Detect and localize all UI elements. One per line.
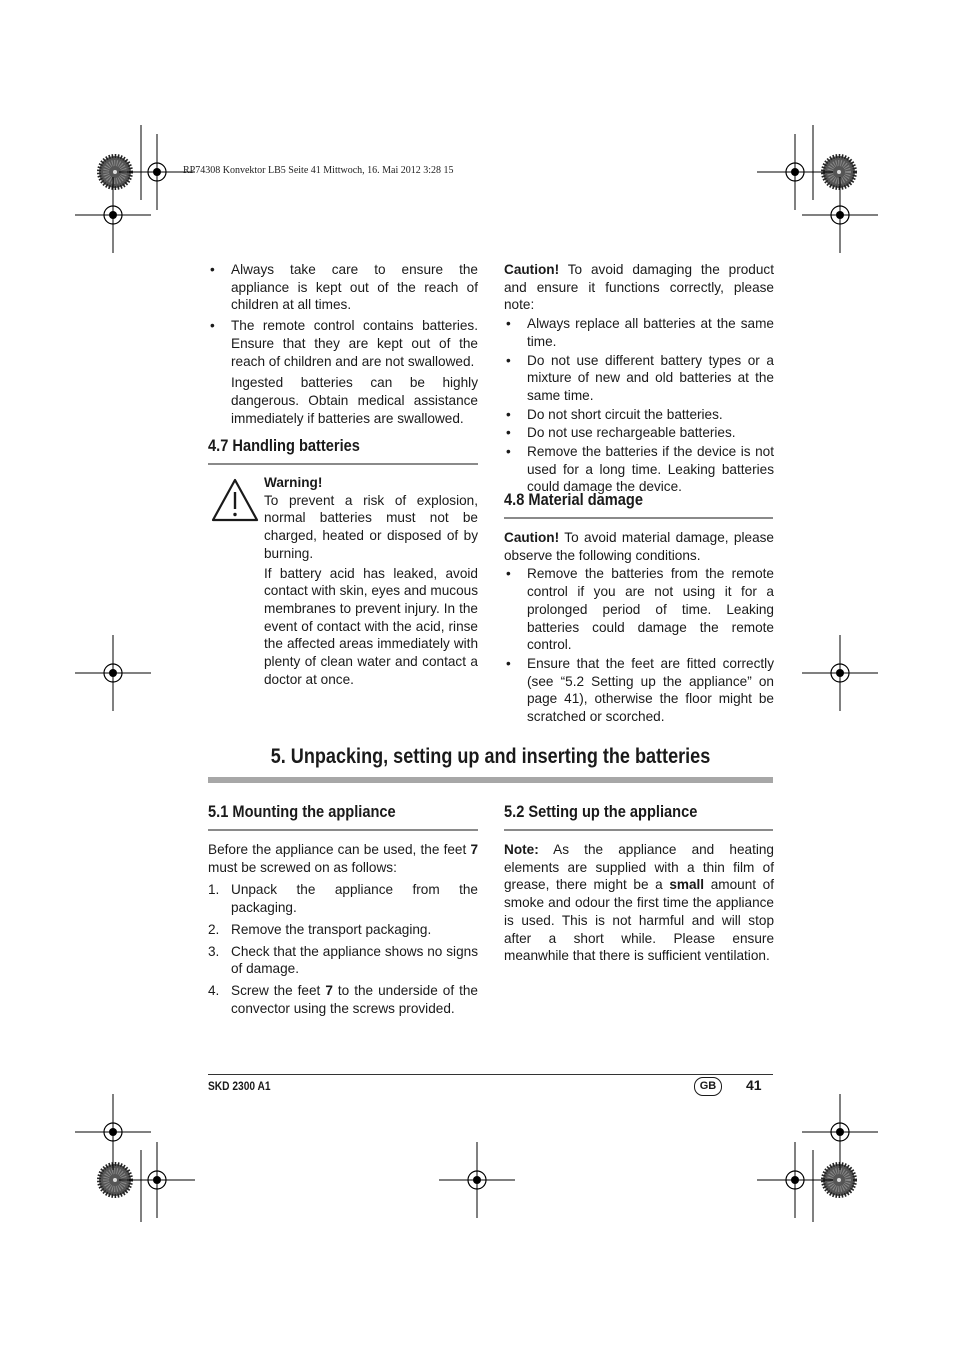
warning-label: Warning! [264,475,323,490]
section-heading-5-2: 5.2 Setting up the appliance [504,802,698,821]
heading-rule [504,517,773,519]
footer-rule [208,1074,773,1075]
print-header: RP74308 Konvektor LB5 Seite 41 Mittwoch, 16. Mai 2012 3:28 15 [183,165,454,176]
right-column-top [504,261,774,496]
heading-rule [208,829,478,831]
section-heading-5-1: 5.1 Mounting the appliance [208,802,396,821]
list-item: • Remove the batteries from the remote control if you are not using it for a prolonged period of time. Leaking batteries could damage the remote control. [504,565,774,654]
caution-paragraph: Caution! To avoid damaging the product and ensure it functions correctly, please note: [504,262,774,313]
chapter-heading: 5. Unpacking, setting up and inserting the batteries [270,745,711,768]
warning-block [264,474,478,688]
footer-model: SKD 2300 A1 [208,1079,271,1093]
section-heading-4-7: 4.7 Handling batteries [208,436,360,455]
list-item: 3. Check that the appliance shows no signs of damage. [208,943,478,977]
list-item: • Remove the batteries if the device is not used for a long time. Leaking batteries could damage the device. [504,443,774,496]
page-number: 41 [746,1077,762,1093]
chapter-rule [208,777,773,783]
list-item: • Always take care to ensure the appliance is kept out of the reach of children at all times. [208,261,478,314]
heading-rule [504,829,773,831]
list-item: 2. Remove the transport packaging. [208,921,432,937]
list-item: • Ensure that the feet are fitted correctly (see “5.2 Setting up the appliance” on page 41), otherwise the floor might be scratched or scorched. [504,655,774,726]
section-heading-4-8: 4.8 Material damage [504,490,643,509]
list-item: • The remote control contains batteries. Ensure that they are kept out of the reach of children and are not swallowed. [208,317,478,370]
country-badge: GB [694,1077,722,1096]
list-item: • Always replace all batteries at the same time. [504,315,774,350]
heading-rule [208,463,478,465]
list-item: 4. Screw the feet 7 to the underside of the convector using the screws provided. [208,982,478,1016]
caution-paragraph: Caution! To avoid material damage, please observe the following conditions. [504,530,774,563]
list-item: • Do not short circuit the batteries. [504,406,774,424]
list-item: • Do not use different battery types or a mixture of new and old batteries at the same time. [504,352,774,405]
warning-text: If battery acid has leaked, avoid contact with skin, eyes and mucous membranes to prevent injury. In the event of contact with the acid, rinse the affected areas immediately with plenty of clean water and contact a doctor at once. [264,565,478,687]
warning-icon [210,477,260,528]
section-5-1-body [208,841,478,1017]
note-paragraph: Note: As the appliance and heating elements are supplied with a thin film of grease, there might be a small amount of smoke and odour the first time the appliance is used. This is not harmful and will stop after a short while. Please ensure meanwhile that there is sufficient ventilation. [504,842,774,964]
warning-text: To prevent a risk of explosion, normal batteries must not be charged, heated or disposed of by burning. [264,492,478,561]
paragraph: Ingested batteries can be highly dangerous. Obtain medical assistance immediately if batteries are swallowed. [231,375,478,426]
left-column-top [208,261,478,427]
list-item: 1. Unpack the appliance from the packaging. [208,882,478,916]
intro-paragraph: Before the appliance can be used, the feet 7 must be screwed on as follows: [208,842,478,875]
section-5-2-body [504,841,774,965]
section-4-8-body [504,529,774,726]
list-item: • Do not use rechargeable batteries. [504,424,774,442]
